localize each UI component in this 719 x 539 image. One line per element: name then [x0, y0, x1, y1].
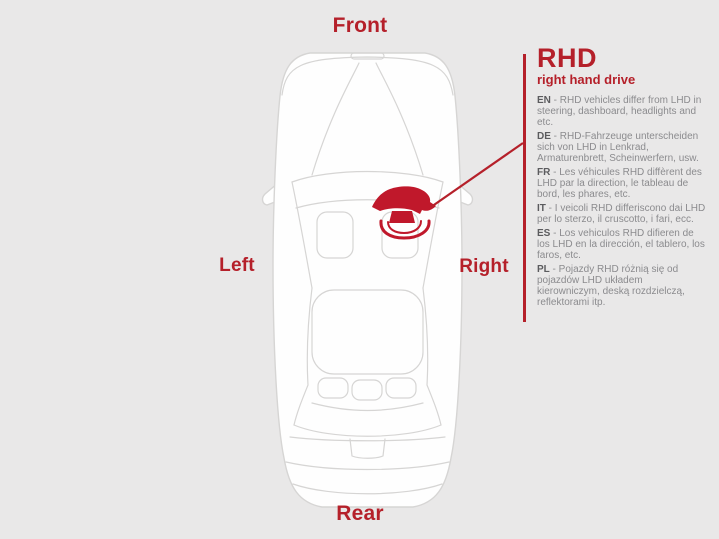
entry-fr-lang: FR — [537, 166, 551, 178]
car-body-outline — [273, 53, 462, 507]
entry-es-sep: - — [550, 227, 560, 239]
entry-fr-sep: - — [550, 166, 560, 178]
entry-en — [537, 95, 708, 128]
entry-de-sep: - — [550, 130, 560, 142]
label-right: Right — [459, 256, 509, 277]
entry-pl-sep: - — [549, 263, 559, 275]
language-entries — [537, 95, 708, 308]
entry-fr-text: Les véhicules RHD diffèrent des LHD par la direction, le tableau de bord, les phares, etc. — [537, 166, 702, 200]
entry-es-lang: ES — [537, 227, 551, 239]
panel-accent-line — [523, 54, 526, 322]
panel-title: RHD — [537, 43, 597, 73]
entry-it-lang: IT — [537, 202, 546, 214]
entry-de-lang: DE — [537, 130, 551, 142]
label-rear: Rear — [336, 502, 384, 525]
label-front: Front — [332, 14, 388, 37]
entry-en-lang: EN — [537, 94, 551, 106]
entry-en-text: RHD vehicles differ from LHD in steering, dashboard, headlights and etc. — [537, 94, 702, 128]
entry-es-text: Los vehiculos RHD difieren de los LHD en la dirección, el tablero, los faros, etc. — [537, 227, 705, 261]
entry-en-sep: - — [550, 94, 560, 106]
entry-it-sep: - — [545, 202, 555, 214]
entry-de — [537, 131, 708, 164]
entry-it — [537, 203, 708, 225]
entry-fr — [537, 167, 708, 200]
panel-subtitle: right hand drive — [537, 72, 636, 88]
entry-it-text: I veicoli RHD differiscono dai LHD per lo sterzo, il cruscotto, i fari, ecc. — [537, 202, 706, 225]
label-left: Left — [219, 255, 255, 276]
entry-pl-text: Pojazdy RHD różnią się od pojazdów LHD układem kierowniczym, deską rozdzielczą, reflektorami itp. — [537, 263, 685, 308]
entry-de-text: RHD-Fahrzeuge unterscheiden sich von LHD in Lenkrad, Armaturenbrett, Scheinwerfern, usw. — [537, 130, 699, 164]
entry-pl-lang: PL — [537, 263, 550, 275]
entry-es — [537, 228, 708, 261]
entry-pl — [537, 264, 708, 308]
rhd-info-panel — [537, 44, 708, 311]
